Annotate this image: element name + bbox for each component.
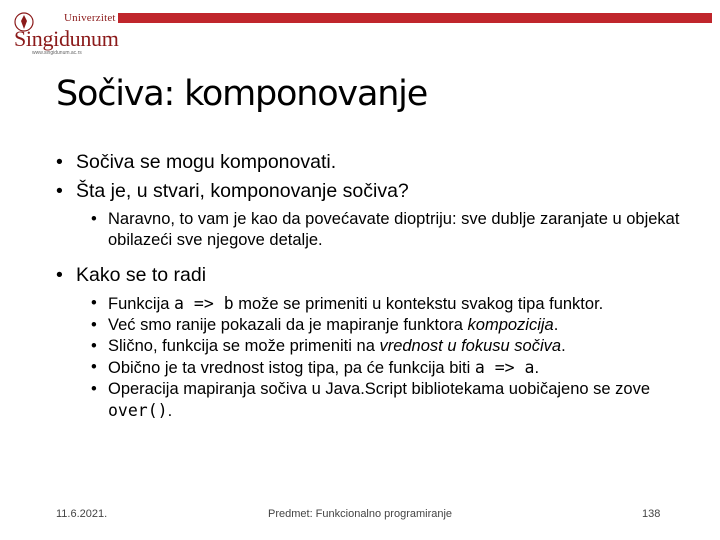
emphasis-text: vrednost u fokusu sočiva bbox=[379, 337, 562, 355]
code-snippet: over() bbox=[108, 401, 168, 420]
sub-bullet-item bbox=[88, 209, 686, 251]
bullet-text: Sočiva se mogu komponovati. bbox=[76, 151, 337, 173]
footer-date: 11.6.2021. bbox=[56, 508, 108, 520]
sub-bullet-item bbox=[88, 357, 686, 379]
sub-bullet-text: . bbox=[534, 359, 540, 377]
sub-bullet-list bbox=[88, 209, 686, 251]
sub-bullet-list bbox=[88, 293, 686, 422]
logo-main-text: Singidunum bbox=[14, 26, 119, 51]
sub-bullet-text: Slično, funkcija se može primeniti na bbox=[108, 337, 380, 355]
sub-bullet-text: Operacija mapiranja sočiva u Java.Script bibliotekama uobičajeno se zove bbox=[108, 380, 651, 398]
footer-page-number: 138 bbox=[642, 508, 661, 520]
footer-course: Predmet: Funkcionalno programiranje bbox=[268, 508, 453, 520]
logo-top-text: Univerzitet bbox=[64, 12, 116, 24]
header-accent-bar bbox=[118, 13, 712, 23]
bullet-text: Kako se to radi bbox=[76, 264, 207, 286]
bullet-list bbox=[56, 148, 686, 422]
sub-bullet-item bbox=[88, 293, 686, 315]
bullet-text: Šta je, u stvari, komponovanje sočiva? bbox=[76, 180, 409, 202]
slide-content bbox=[56, 148, 686, 432]
sub-bullet-text: . bbox=[167, 402, 173, 420]
bullet-item bbox=[56, 148, 686, 177]
slide-title: Sočiva: komponovanje bbox=[56, 74, 428, 114]
sub-bullet-text: Već smo ranije pokazali da je mapiranje funktora bbox=[108, 316, 468, 334]
logo-url: www.singidunum.ac.rs bbox=[32, 50, 82, 56]
sub-bullet-text: Naravno, to vam je kao da povećavate dioptriju: sve dublje zaranjate u objekat obilazeći sve njegove detalje. bbox=[108, 210, 680, 249]
sub-bullet-text: može se primeniti u kontekstu svakog tipa funktor. bbox=[233, 295, 604, 313]
code-snippet: a => a bbox=[474, 358, 535, 377]
sub-bullet-item bbox=[88, 315, 686, 336]
sub-bullet-item bbox=[88, 336, 686, 357]
bullet-item bbox=[56, 177, 686, 251]
sub-bullet-text: Obično je ta vrednost istog tipa, pa će funkcija biti bbox=[108, 359, 475, 377]
sub-bullet-text: . bbox=[553, 316, 559, 334]
bullet-item bbox=[56, 261, 686, 422]
sub-bullet-text: . bbox=[561, 337, 566, 355]
emphasis-text: kompozicija bbox=[467, 316, 554, 334]
sub-bullet-text: Funkcija bbox=[108, 295, 175, 313]
code-snippet: a => b bbox=[174, 294, 234, 313]
university-logo bbox=[8, 12, 118, 56]
sub-bullet-item bbox=[88, 379, 686, 422]
